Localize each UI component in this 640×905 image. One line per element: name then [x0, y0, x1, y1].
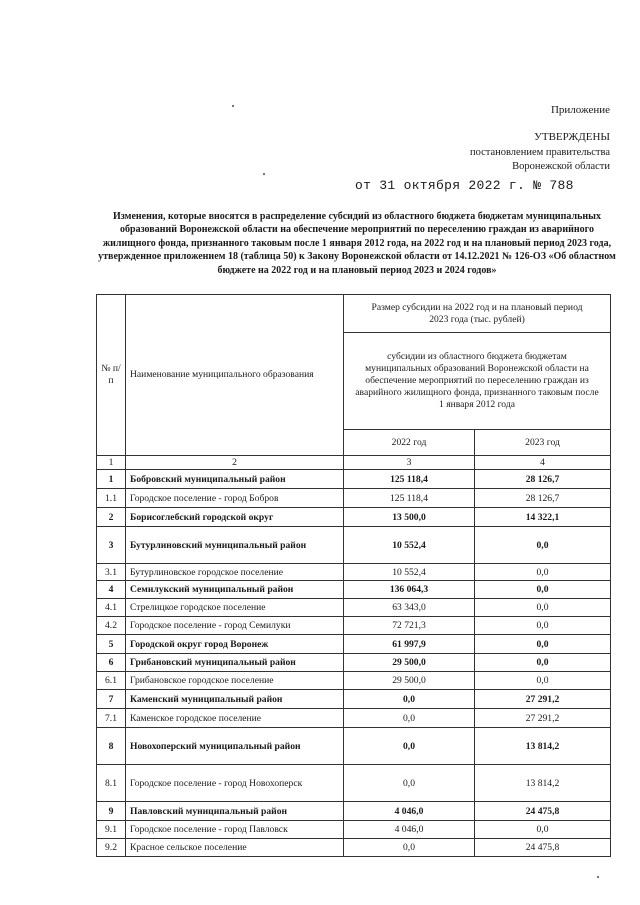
resolution-line-2: Воронежской области	[512, 161, 610, 172]
row-name: Бутурлиновское городское поселение	[126, 564, 344, 581]
table-row	[97, 635, 611, 654]
row-number: 4	[97, 581, 126, 599]
row-value-2023: 0,0	[475, 581, 611, 599]
row-number: 9.1	[97, 821, 126, 839]
row-number: 1.1	[97, 489, 126, 508]
header-col-1: 1	[97, 456, 126, 470]
table-row	[97, 654, 611, 672]
row-name: Грибановское городское поселение	[126, 672, 344, 690]
row-number: 6.1	[97, 672, 126, 690]
row-value-2023: 0,0	[475, 654, 611, 672]
approved-label: УТВЕРЖДЕНЫ	[534, 131, 610, 143]
row-value-2022: 10 552,4	[344, 527, 475, 564]
row-number: 3	[97, 527, 126, 564]
header-name: Наименование муниципального образования	[126, 295, 344, 456]
row-value-2023: 13 814,2	[475, 728, 611, 765]
table-row	[97, 709, 611, 728]
table-row	[97, 728, 611, 765]
row-value-2023: 14 322,1	[475, 508, 611, 527]
table-row	[97, 839, 611, 857]
scan-speck	[597, 876, 599, 878]
row-value-2023: 27 291,2	[475, 709, 611, 728]
row-number: 7	[97, 690, 126, 709]
decree-line: от 31 октября 2022 г. № 788	[355, 178, 574, 193]
appendix-label: Приложение	[550, 104, 610, 116]
row-number: 9.2	[97, 839, 126, 857]
header-subsidy: субсидии из областного бюджета бюджетам муниципальных образований Воронежской области на обеспечение мероприятий по переселению граждан из аварийного жилищного фонда, признанного таковым после 1 января 2012 года	[344, 333, 611, 430]
row-name: Красное сельское поселение	[126, 839, 344, 857]
row-value-2022: 63 343,0	[344, 599, 475, 617]
row-name: Бутурлиновский муниципальный район	[126, 527, 344, 564]
row-value-2022: 4 046,0	[344, 821, 475, 839]
row-name: Павловский муниципальный район	[126, 802, 344, 821]
table-row	[97, 672, 611, 690]
row-value-2022: 0,0	[344, 765, 475, 802]
row-number: 2	[97, 508, 126, 527]
row-value-2022: 29 500,0	[344, 654, 475, 672]
table-row	[97, 581, 611, 599]
document-title: Изменения, которые вносятся в распределение субсидий из областного бюджета бюджетам муниципальных образований Воронежской области на обеспечение мероприятий по переселению граждан из аварийного жилищного фонда, признанного таковым после 1 января 2012 года, на 2022 год и на плановый период 2023 года, утвержденное приложением 18 (таблица 50) к Закону Воронежской области от 14.12.2021 № 126-ОЗ «Об областном бюджете на 2022 год и на плановый период 2023 и 2024 годов»	[98, 211, 616, 276]
row-value-2023: 0,0	[475, 564, 611, 581]
row-value-2023: 28 126,7	[475, 489, 611, 508]
row-number: 8.1	[97, 765, 126, 802]
row-value-2022: 0,0	[344, 709, 475, 728]
row-name: Грибановский муниципальный район	[126, 654, 344, 672]
table-row	[97, 802, 611, 821]
table-row	[97, 599, 611, 617]
row-name: Каменский муниципальный район	[126, 690, 344, 709]
row-name: Городское поселение - город Павловск	[126, 821, 344, 839]
row-value-2022: 29 500,0	[344, 672, 475, 690]
header-year-2022: 2022 год	[344, 429, 475, 455]
row-number: 4.1	[97, 599, 126, 617]
row-number: 8	[97, 728, 126, 765]
row-name: Городское поселение - город Бобров	[126, 489, 344, 508]
row-value-2022: 10 552,4	[344, 564, 475, 581]
header-year-2023: 2023 год	[475, 429, 611, 455]
resolution-line-1: постановлением правительства	[469, 147, 610, 158]
header-col-3: 3	[344, 456, 475, 470]
header-col-4: 4	[475, 456, 611, 470]
row-value-2023: 0,0	[475, 821, 611, 839]
subsidy-table	[96, 294, 611, 857]
row-number: 9	[97, 802, 126, 821]
row-name: Стрелицкое городское поселение	[126, 599, 344, 617]
row-name: Каменское городское поселение	[126, 709, 344, 728]
table-row	[97, 765, 611, 802]
row-value-2022: 125 118,4	[344, 489, 475, 508]
row-value-2023: 0,0	[475, 527, 611, 564]
row-value-2022: 136 064,3	[344, 581, 475, 599]
table-row	[97, 527, 611, 564]
row-value-2022: 4 046,0	[344, 802, 475, 821]
row-value-2023: 27 291,2	[475, 690, 611, 709]
row-value-2023: 0,0	[475, 599, 611, 617]
row-number: 5	[97, 635, 126, 654]
row-number: 1	[97, 470, 126, 489]
header-size: Размер субсидии на 2022 год и на плановый период 2023 года (тыс. рублей)	[344, 295, 611, 333]
row-value-2022: 0,0	[344, 839, 475, 857]
row-value-2022: 125 118,4	[344, 470, 475, 489]
row-number: 7.1	[97, 709, 126, 728]
table-row	[97, 489, 611, 508]
row-name: Семилукский муниципальный район	[126, 581, 344, 599]
row-name: Борисоглебский городской округ	[126, 508, 344, 527]
row-value-2022: 61 997,9	[344, 635, 475, 654]
row-value-2022: 0,0	[344, 690, 475, 709]
table-row	[97, 470, 611, 489]
scan-speck	[263, 173, 265, 175]
row-value-2023: 0,0	[475, 635, 611, 654]
row-value-2022: 0,0	[344, 728, 475, 765]
table-row	[97, 821, 611, 839]
table-row	[97, 564, 611, 581]
row-value-2023: 24 475,8	[475, 839, 611, 857]
row-value-2023: 0,0	[475, 672, 611, 690]
table-row	[97, 617, 611, 635]
row-value-2022: 72 721,3	[344, 617, 475, 635]
table-row	[97, 508, 611, 527]
row-name: Городской округ город Воронеж	[126, 635, 344, 654]
header-num: № п/п	[97, 295, 126, 456]
table-row	[97, 690, 611, 709]
scan-speck	[232, 105, 234, 107]
row-value-2022: 13 500,0	[344, 508, 475, 527]
row-name: Бобровский муниципальный район	[126, 470, 344, 489]
row-value-2023: 0,0	[475, 617, 611, 635]
row-name: Городское поселение - город Семилуки	[126, 617, 344, 635]
row-number: 3.1	[97, 564, 126, 581]
row-value-2023: 28 126,7	[475, 470, 611, 489]
row-name: Городское поселение - город Новохоперск	[126, 765, 344, 802]
row-value-2023: 13 814,2	[475, 765, 611, 802]
row-value-2023: 24 475,8	[475, 802, 611, 821]
row-number: 6	[97, 654, 126, 672]
header-col-2: 2	[126, 456, 344, 470]
row-name: Новохоперский муниципальный район	[126, 728, 344, 765]
row-number: 4.2	[97, 617, 126, 635]
